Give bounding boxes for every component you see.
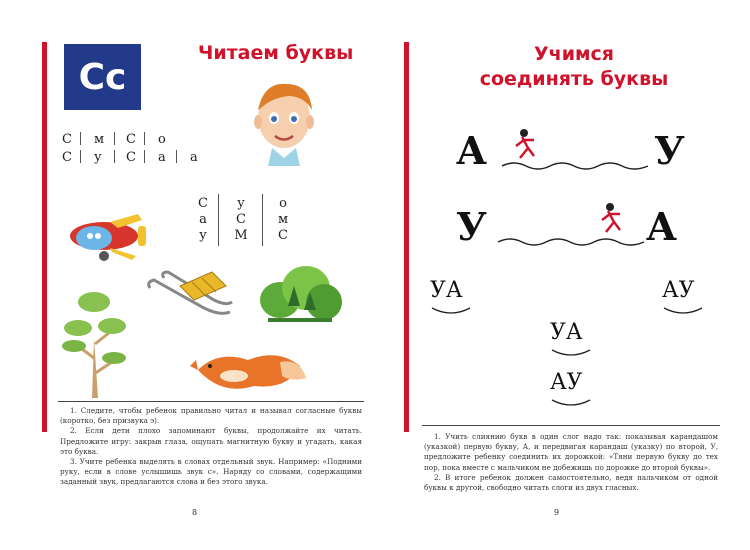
syl-sep — [176, 150, 177, 163]
fox-illustration — [188, 340, 308, 400]
tree-illustration — [58, 288, 128, 398]
right-page — [382, 28, 732, 536]
column-3 — [274, 196, 292, 244]
syl-sep — [80, 150, 81, 163]
row1-right-letter: У — [654, 128, 685, 173]
col-1-3: у — [199, 228, 207, 243]
airplane-illustration — [60, 208, 152, 264]
syl-2-4: а — [158, 150, 168, 165]
left-page-number: 8 — [192, 508, 198, 517]
syl-2-5: а — [190, 150, 200, 165]
bush-illustration — [258, 262, 342, 326]
col-1-2: а — [199, 212, 207, 227]
row1-left-letter: А — [456, 128, 487, 173]
col-2-1: у — [237, 196, 245, 211]
syl-1-4: о — [158, 132, 168, 147]
col-1-1: С — [198, 196, 208, 211]
column-separator — [262, 194, 263, 246]
col-3-1: о — [279, 196, 287, 211]
footnote-rule — [422, 425, 720, 426]
syl-sep — [144, 132, 145, 145]
right-page-number: 9 — [554, 508, 560, 517]
syl-sep — [80, 132, 81, 145]
syl-sep — [144, 150, 145, 163]
left-footnote-1: 1. Следите, чтобы ребенок правильно читал и называл согласные буквы (коротко, без призвука э). — [60, 406, 362, 426]
right-title-line-1: Учимся — [534, 43, 614, 65]
left-footnote-2: 2. Если дети плохо запоминают буквы, продолжайте их читать. Предложите игру: закрыв глаза, ощупать магнитную букву и угадать, какая это буква. — [60, 426, 362, 456]
syllable-arc — [550, 348, 592, 358]
col-3-3: С — [278, 228, 288, 243]
right-footnote-1: 1. Учить слиянию букв в один слог надо так: показывая карандашом (указкой) первую букву, А, и передвигая карандаш (указку) по второй, У, предложите ребенку соединить их дорожкой: «Тяни первую букву до тех пор, пока вместе с мальчиком не добежишь по дорожке до второй буквы». — [424, 432, 718, 472]
footnote-rule — [58, 401, 364, 402]
runner-boy-icon — [598, 202, 628, 236]
row2-left-letter: У — [456, 204, 487, 249]
right-footnote-2: 2. В итоге ребенок должен самостоятельно, ведя пальчиком от одной буквы к другой, свободно читать слоги из двух гласных. — [424, 472, 718, 493]
col-3-2: м — [277, 212, 289, 227]
left-footnote-3: 3. Учите ребенка выделять в словах отдельный звук. Например: «Подними руку, если в слове услышишь звук с». Наряду со словами, содержащими заданный звук, предлагаются слова и без этого звука. — [60, 457, 362, 487]
column-1 — [194, 196, 212, 244]
syllable-au-1: АУ — [662, 278, 695, 303]
right-red-bar — [404, 42, 409, 432]
syllable-au-2: АУ — [550, 370, 583, 395]
syllable-arc — [430, 306, 472, 316]
boy-face-illustration — [244, 74, 324, 166]
column-separator — [218, 194, 219, 246]
syllable-ua-2: УА — [550, 320, 583, 345]
syl-2-2: у — [94, 150, 104, 165]
syllable-arc — [662, 306, 704, 316]
right-page-title — [454, 42, 694, 92]
syl-1-3: С — [126, 132, 138, 147]
col-2-3: М — [234, 228, 248, 243]
sled-illustration — [144, 268, 236, 324]
syl-2-3: С — [126, 150, 138, 165]
runner-boy-icon — [512, 128, 542, 162]
left-page-title: Читаем буквы — [198, 42, 354, 64]
col-2-2: С — [236, 212, 246, 227]
syllable-arc — [550, 398, 592, 408]
right-footnote — [424, 432, 718, 493]
syl-sep — [114, 132, 115, 145]
left-page — [18, 28, 372, 536]
row2-right-letter: А — [646, 204, 677, 249]
left-footnote — [60, 406, 362, 488]
syl-2-1: С — [62, 150, 74, 165]
letter-box: Сс — [64, 44, 141, 110]
syl-sep — [114, 150, 115, 163]
syllable-ua-1: УА — [430, 278, 463, 303]
syl-1-1: С — [62, 132, 74, 147]
syl-1-2: м — [94, 132, 107, 147]
right-title-line-2: соединять буквы — [479, 68, 669, 90]
left-red-bar — [42, 42, 47, 432]
column-2 — [232, 196, 250, 244]
